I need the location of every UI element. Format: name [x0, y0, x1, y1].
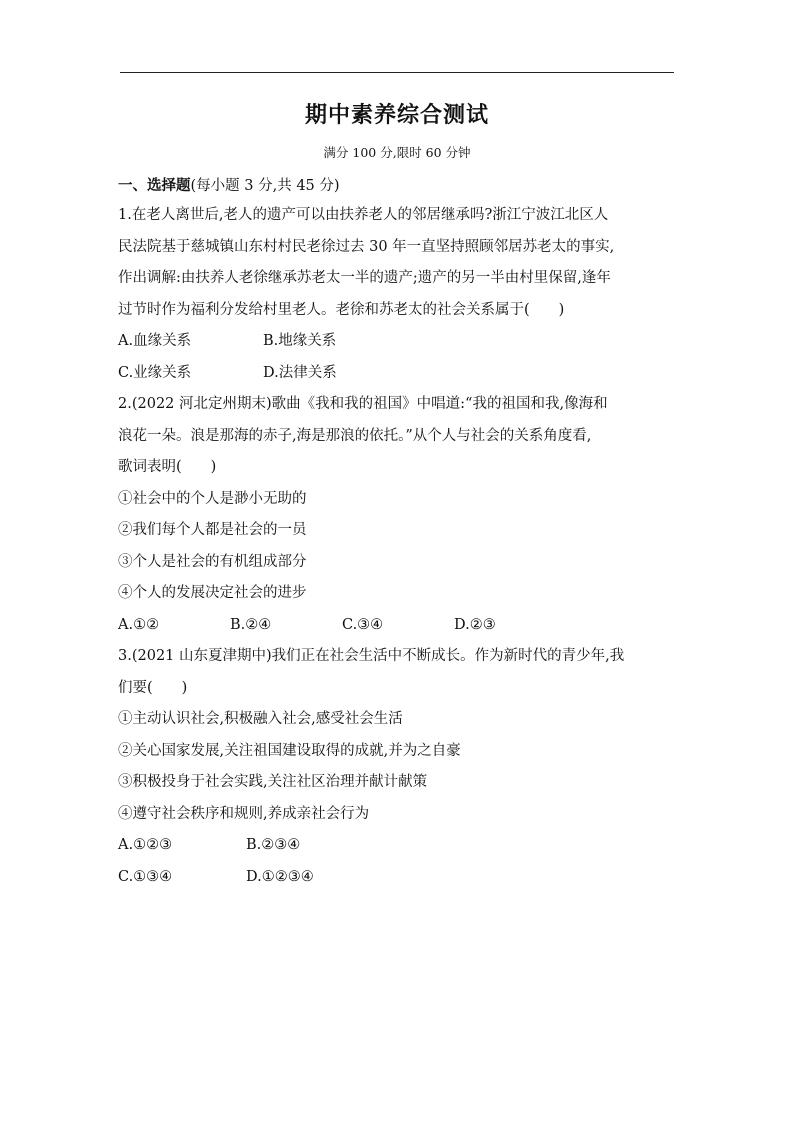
option-a: A.血缘关系 [118, 333, 192, 349]
statement-item: ②我们每个人都是社会的一员 [118, 522, 307, 538]
option-row [118, 358, 678, 390]
question-1 [118, 200, 678, 389]
page-subtitle: 满分 100 分,限时 60 分钟 [323, 145, 471, 160]
option-d: D.②③ [454, 616, 496, 633]
question-text-line: 过节时作为福利分发给村里老人。老徐和苏老太的社会关系属于( ) [118, 301, 565, 318]
top-rule [120, 72, 674, 73]
option-c: C.①③④ [118, 868, 173, 885]
statement-item: ④遵守社会秩序和规则,养成亲社会行为 [118, 805, 370, 822]
option-row [118, 862, 678, 894]
section-note: (每小题 3 分,共 45 分) [190, 178, 340, 194]
question-text-line: 2.(2022 河北定州期末)歌曲《我和我的祖国》中唱道:“我的祖国和我,像海和 [118, 396, 608, 412]
option-a: A.①② [118, 616, 160, 633]
question-text-line: 民法院基于慈城镇山东村村民老徐过去 30 年一直坚持照顾邻居苏老太的事实, [118, 238, 615, 255]
option-b: B.②④ [230, 616, 272, 633]
option-c: C.③④ [342, 616, 384, 633]
section-label: 一、选择题 [118, 178, 191, 194]
statement-item: ①主动认识社会,积极融入社会,感受社会生活 [118, 711, 403, 727]
option-c: C.业缘关系 [118, 364, 192, 381]
page-title: 期中素养综合测试 [304, 103, 489, 128]
option-b: B.②③④ [246, 837, 301, 853]
section-heading [118, 172, 678, 200]
statement-item: ④个人的发展决定社会的进步 [118, 585, 307, 601]
option-row [118, 326, 678, 358]
question-text-line: 歌词表明( ) [118, 459, 217, 475]
option-d: D.法律关系 [263, 364, 337, 381]
question-text-line: 作出调解:由扶养人老徐继承苏老太一半的遗产;遗产的另一半由村里保留,逢年 [118, 270, 611, 286]
question-text-line: 3.(2021 山东夏津期中)我们正在社会生活中不断成长。作为新时代的青少年,我 [118, 648, 625, 664]
option-b: B.地缘关系 [263, 333, 337, 349]
statement-item: ③积极投身于社会实践,关注社区治理并献计献策 [118, 774, 428, 790]
statement-item: ②关心国家发展,关注祖国建设取得的成就,并为之自豪 [118, 742, 461, 759]
question-text-line: 们要( ) [118, 679, 188, 696]
option-d: D.①②③④ [246, 868, 314, 885]
question-content [118, 172, 678, 893]
question-2 [118, 389, 678, 641]
statement-item: ③个人是社会的有机组成部分 [118, 553, 307, 570]
option-row [118, 830, 678, 862]
statement-item: ①社会中的个人是渺小无助的 [118, 490, 307, 507]
option-a: A.①②③ [118, 837, 173, 853]
question-text-line: 1.在老人离世后,老人的遗产可以由扶养老人的邻居继承吗?浙江宁波江北区人 [118, 207, 609, 223]
question-text-line: 浪花一朵。浪是那海的赤子,海是那浪的依托。”从个人与社会的关系角度看, [118, 427, 592, 444]
option-row [118, 610, 678, 642]
question-3 [118, 641, 678, 893]
